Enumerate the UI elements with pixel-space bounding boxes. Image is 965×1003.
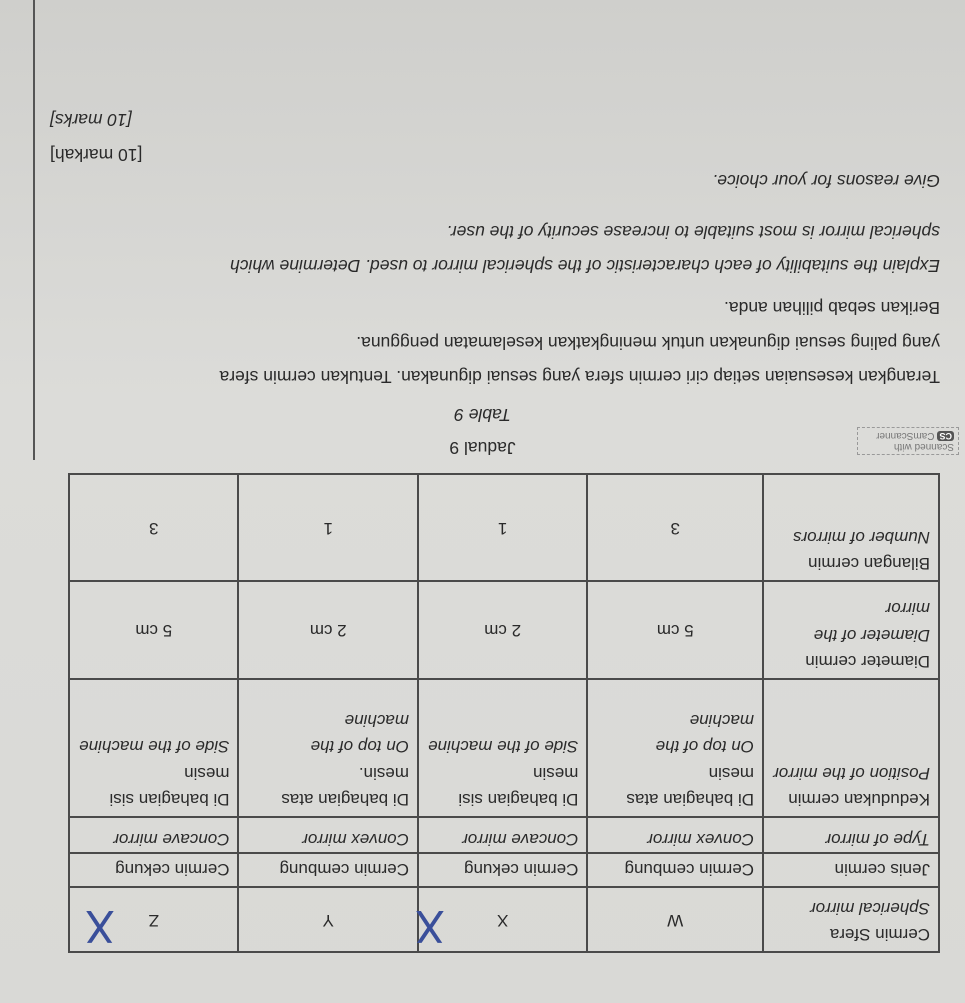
cell-en: Side of the machine bbox=[79, 737, 230, 757]
cell-ms: Di bahagian sisi mesin bbox=[109, 763, 230, 809]
page-edge-line bbox=[33, 0, 35, 460]
cell bbox=[587, 679, 763, 817]
cell bbox=[238, 817, 417, 887]
question-en-line-2: spherical mirror is most suitable to increase security of the user. bbox=[446, 222, 940, 242]
cell-ms: Di bahagian atas mesin bbox=[626, 763, 754, 809]
watermark-top: Scanned with bbox=[893, 441, 954, 452]
label-en: Position of the mirror bbox=[773, 763, 930, 783]
cell-en: On top of the machine bbox=[310, 710, 409, 757]
cell-en: On top of the machine bbox=[655, 710, 754, 757]
row-label bbox=[763, 581, 939, 679]
question-en-line-3: Give reasons for your choice. bbox=[712, 171, 940, 191]
header-label bbox=[763, 887, 939, 952]
cell-ms: Di bahagian atas mesin. bbox=[281, 763, 409, 809]
cell: 3 bbox=[587, 474, 763, 581]
question-ms-line-2: yang paling sesuai digunakan untuk meningkatkan keselamatan pengguna. bbox=[356, 333, 940, 353]
cell bbox=[418, 679, 587, 817]
cell: 3 bbox=[69, 474, 238, 581]
cell-en: Concave mirror bbox=[419, 825, 586, 853]
cell: 5 cm bbox=[587, 581, 763, 679]
col-w: W bbox=[587, 887, 763, 952]
label-en: Diameter of the mirror bbox=[813, 599, 930, 645]
question-ms-line-3: Berikan sebab pilihan anda. bbox=[724, 298, 940, 318]
label-en: Number of mirrors bbox=[793, 527, 930, 547]
cell bbox=[69, 679, 238, 817]
cell-ms: Cermin cembung bbox=[279, 860, 409, 879]
label-ms: Diameter cermin bbox=[805, 652, 930, 671]
label-ms: Cermin Sfera bbox=[829, 925, 930, 944]
label-en: Spherical mirror bbox=[810, 898, 930, 918]
cell-en: Side of the machine bbox=[428, 737, 579, 757]
row-label bbox=[763, 474, 939, 581]
cell: 5 cm bbox=[69, 581, 238, 679]
cell bbox=[418, 817, 587, 887]
caption-en: Table 9 bbox=[454, 405, 511, 425]
cell-en: Concave mirror bbox=[70, 825, 237, 853]
question-en-line-1: Explain the suitability of each characteristic of the spherical mirror to used. Determine which bbox=[229, 256, 940, 276]
cell-en: Convex mirror bbox=[588, 825, 762, 853]
table-row bbox=[69, 679, 939, 817]
label-ms: Kedudukan cermin bbox=[788, 790, 930, 809]
table-row bbox=[69, 817, 939, 887]
table-row bbox=[69, 474, 939, 581]
caption-ms: Jadual 9 bbox=[449, 438, 516, 458]
table-header-row bbox=[69, 887, 939, 952]
cell bbox=[69, 817, 238, 887]
cell: 1 bbox=[238, 474, 417, 581]
handwritten-cross-mark: X bbox=[414, 900, 445, 951]
col-x: X bbox=[418, 887, 587, 952]
spherical-mirror-table bbox=[68, 473, 940, 953]
label-en: Type of mirror bbox=[764, 825, 938, 853]
cell-ms: Cermin cekung bbox=[115, 860, 230, 879]
col-y: Y bbox=[238, 887, 417, 952]
handwritten-cross-mark: X bbox=[84, 900, 115, 951]
cell: 2 cm bbox=[418, 581, 587, 679]
cell: 2 cm bbox=[238, 581, 417, 679]
row-label bbox=[763, 679, 939, 817]
cell bbox=[587, 817, 763, 887]
cell bbox=[238, 679, 417, 817]
cell-ms: Cermin cembung bbox=[624, 860, 754, 879]
cell-ms: Cermin cekung bbox=[464, 860, 579, 879]
table-row bbox=[69, 581, 939, 679]
watermark-brand: CamScanner bbox=[876, 430, 935, 441]
question-ms-line-1: Terangkan kesesuaian setiap ciri cermin sfera yang sesuai digunakan. Tentukan cermin sfera bbox=[219, 367, 940, 387]
label-ms: Bilangan cermin bbox=[808, 554, 930, 573]
cell-en: Convex mirror bbox=[239, 825, 416, 853]
label-ms: Jenis cermin bbox=[834, 860, 930, 879]
camscanner-logo-icon: CS bbox=[939, 431, 952, 441]
cell-ms: Di bahagian sisi mesin bbox=[458, 763, 579, 809]
row-label bbox=[763, 817, 939, 887]
marks-en: [10 marks] bbox=[50, 110, 132, 130]
cell: 1 bbox=[418, 474, 587, 581]
col-z: Z bbox=[69, 887, 238, 952]
marks-ms: [10 markah] bbox=[50, 145, 143, 165]
